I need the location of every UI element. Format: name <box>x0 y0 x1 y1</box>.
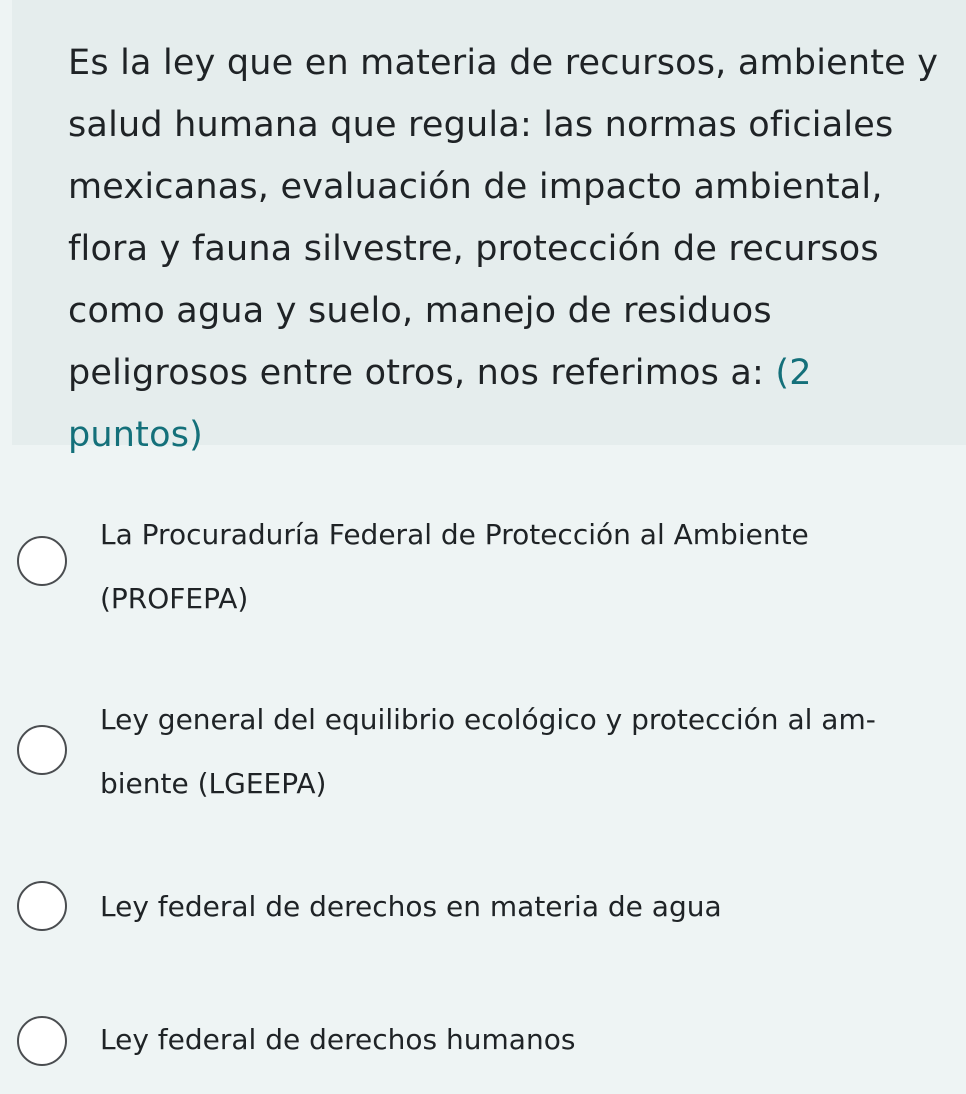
answer-option-derechos-humanos[interactable] <box>0 1008 966 1072</box>
radio-button[interactable] <box>17 725 67 775</box>
answer-option-label: La Procuraduría Federal de Protección al Ambiente (PROFEPA) <box>100 518 809 615</box>
answer-option-profepa[interactable] <box>0 495 966 615</box>
answer-option-label: Ley federal de derechos humanos <box>100 1023 576 1056</box>
question-text <box>68 32 946 466</box>
answer-option-lgeepa[interactable] <box>0 688 966 808</box>
answer-option-ley-agua[interactable] <box>0 875 966 939</box>
radio-button[interactable] <box>17 536 67 586</box>
radio-button[interactable] <box>17 1016 67 1066</box>
answer-option-label: Ley general del equilibrio ecológico y protección al am- biente (LGEEPA) <box>100 703 876 800</box>
radio-button[interactable] <box>17 881 67 931</box>
answer-option-label: Ley federal de derechos en materia de agua <box>100 890 722 923</box>
question-points: (2 puntos) <box>68 353 812 455</box>
question-body: Es la ley que en materia de recursos, ambiente y salud humana que regula: las normas oficiales mexicanas, evaluación de impacto ambiental, flora y fauna silvestre, protección de recursos como agua y suelo, manejo de residuos peligrosos entre otros, nos referimos a: <box>68 43 939 393</box>
question-card <box>12 0 966 455</box>
